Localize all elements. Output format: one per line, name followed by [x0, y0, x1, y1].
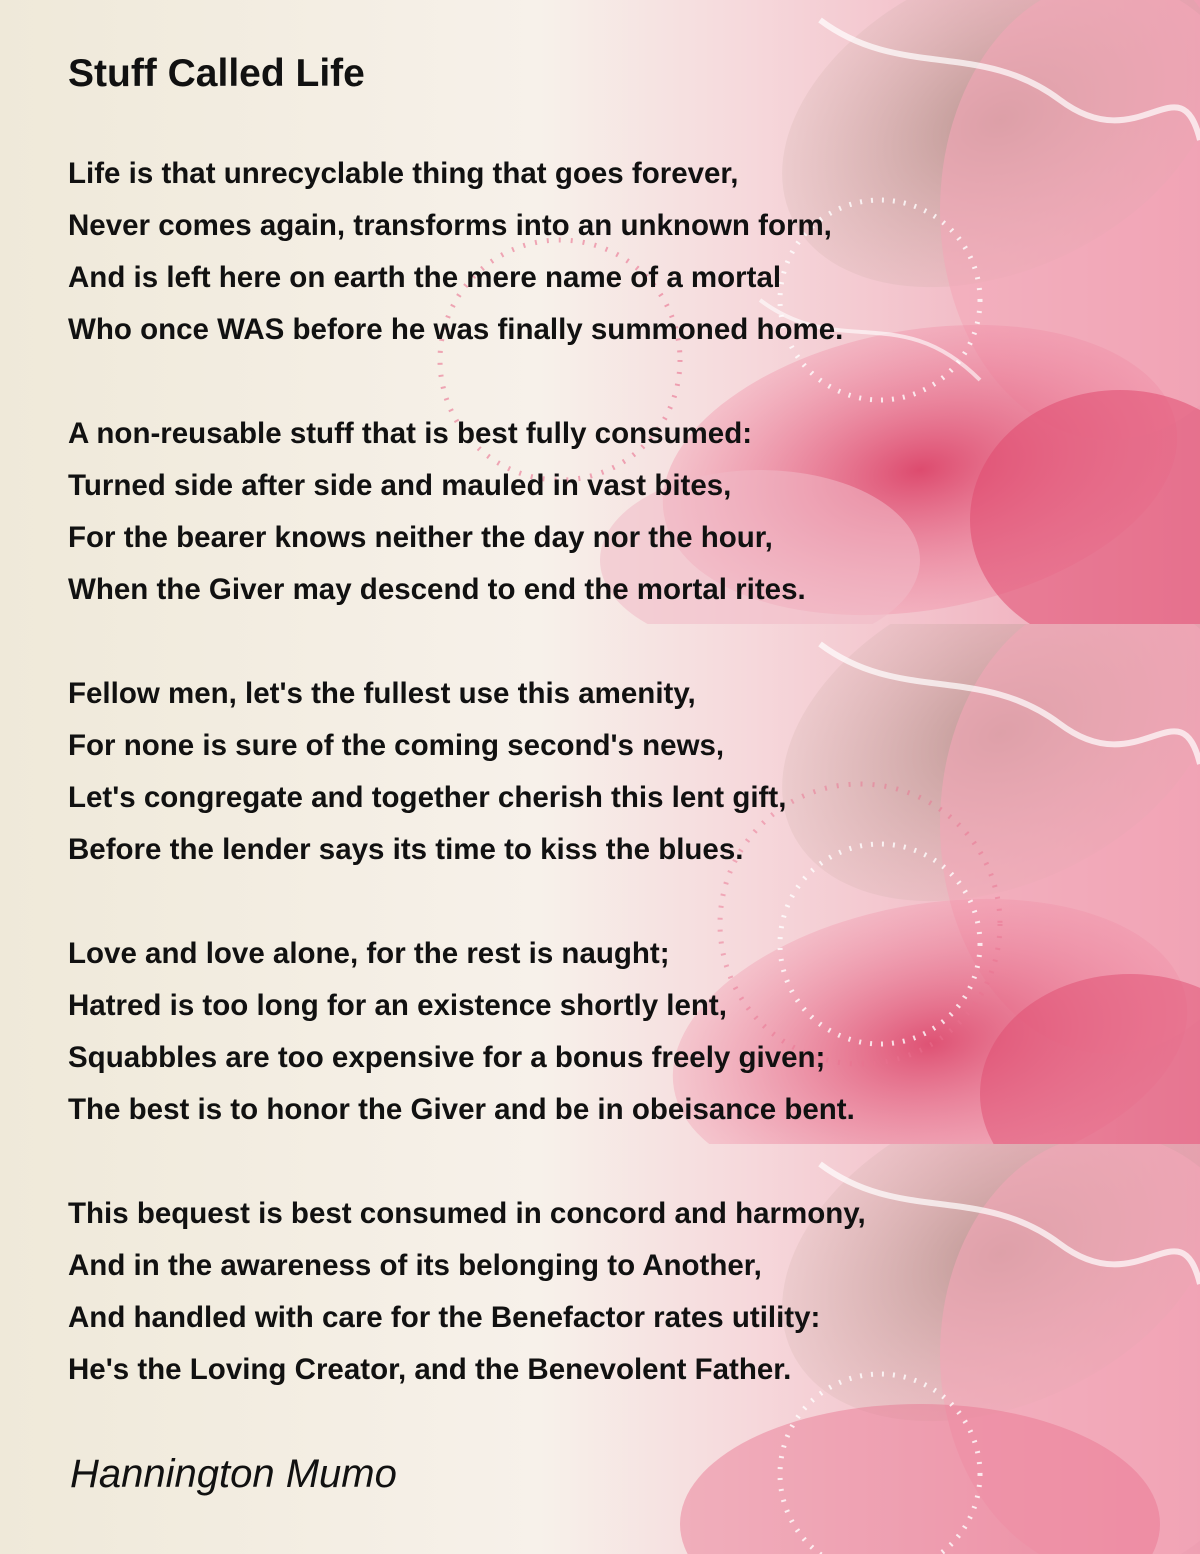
poem-line: When the Giver may descend to end the mortal rites.: [68, 573, 806, 606]
poem-line: Before the lender says its time to kiss the blues.: [68, 833, 744, 866]
poem-line: Love and love alone, for the rest is naught;: [68, 937, 670, 970]
poem-line: Never comes again, transforms into an unknown form,: [68, 209, 832, 242]
poem-line: Turned side after side and mauled in vast bites,: [68, 469, 732, 502]
stanza-1: [68, 148, 843, 356]
poem-title: Stuff Called Life: [68, 52, 365, 95]
poem-line: Fellow men, let's the fullest use this amenity,: [68, 677, 696, 710]
poem-line: A non-reusable stuff that is best fully consumed:: [68, 417, 753, 450]
poem-line: Life is that unrecyclable thing that goes forever,: [68, 157, 739, 190]
poem-line: And in the awareness of its belonging to Another,: [68, 1249, 762, 1282]
stanza-5: [68, 1188, 866, 1396]
poem-line: Squabbles are too expensive for a bonus freely given;: [68, 1041, 826, 1074]
poem-line: Hatred is too long for an existence shortly lent,: [68, 989, 727, 1022]
poem-line: Who once WAS before he was finally summoned home.: [68, 313, 844, 346]
poem-line: The best is to honor the Giver and be in obeisance bent.: [68, 1093, 855, 1126]
poem-line: And handled with care for the Benefactor rates utility:: [68, 1301, 821, 1334]
poem-line: For none is sure of the coming second's news,: [68, 729, 725, 762]
poem-line: This bequest is best consumed in concord and harmony,: [68, 1197, 866, 1230]
poem-line: Let's congregate and together cherish this lent gift,: [68, 781, 787, 814]
poem-line: For the bearer knows neither the day nor the hour,: [68, 521, 773, 554]
stanza-2: [68, 408, 806, 616]
stanza-3: [68, 668, 786, 876]
poem-author: Hannington Mumo: [70, 1452, 397, 1496]
poem-line: He's the Loving Creator, and the Benevolent Father.: [68, 1353, 792, 1386]
stanza-4: [68, 928, 855, 1136]
poem-line: And is left here on earth the mere name of a mortal: [68, 261, 782, 294]
